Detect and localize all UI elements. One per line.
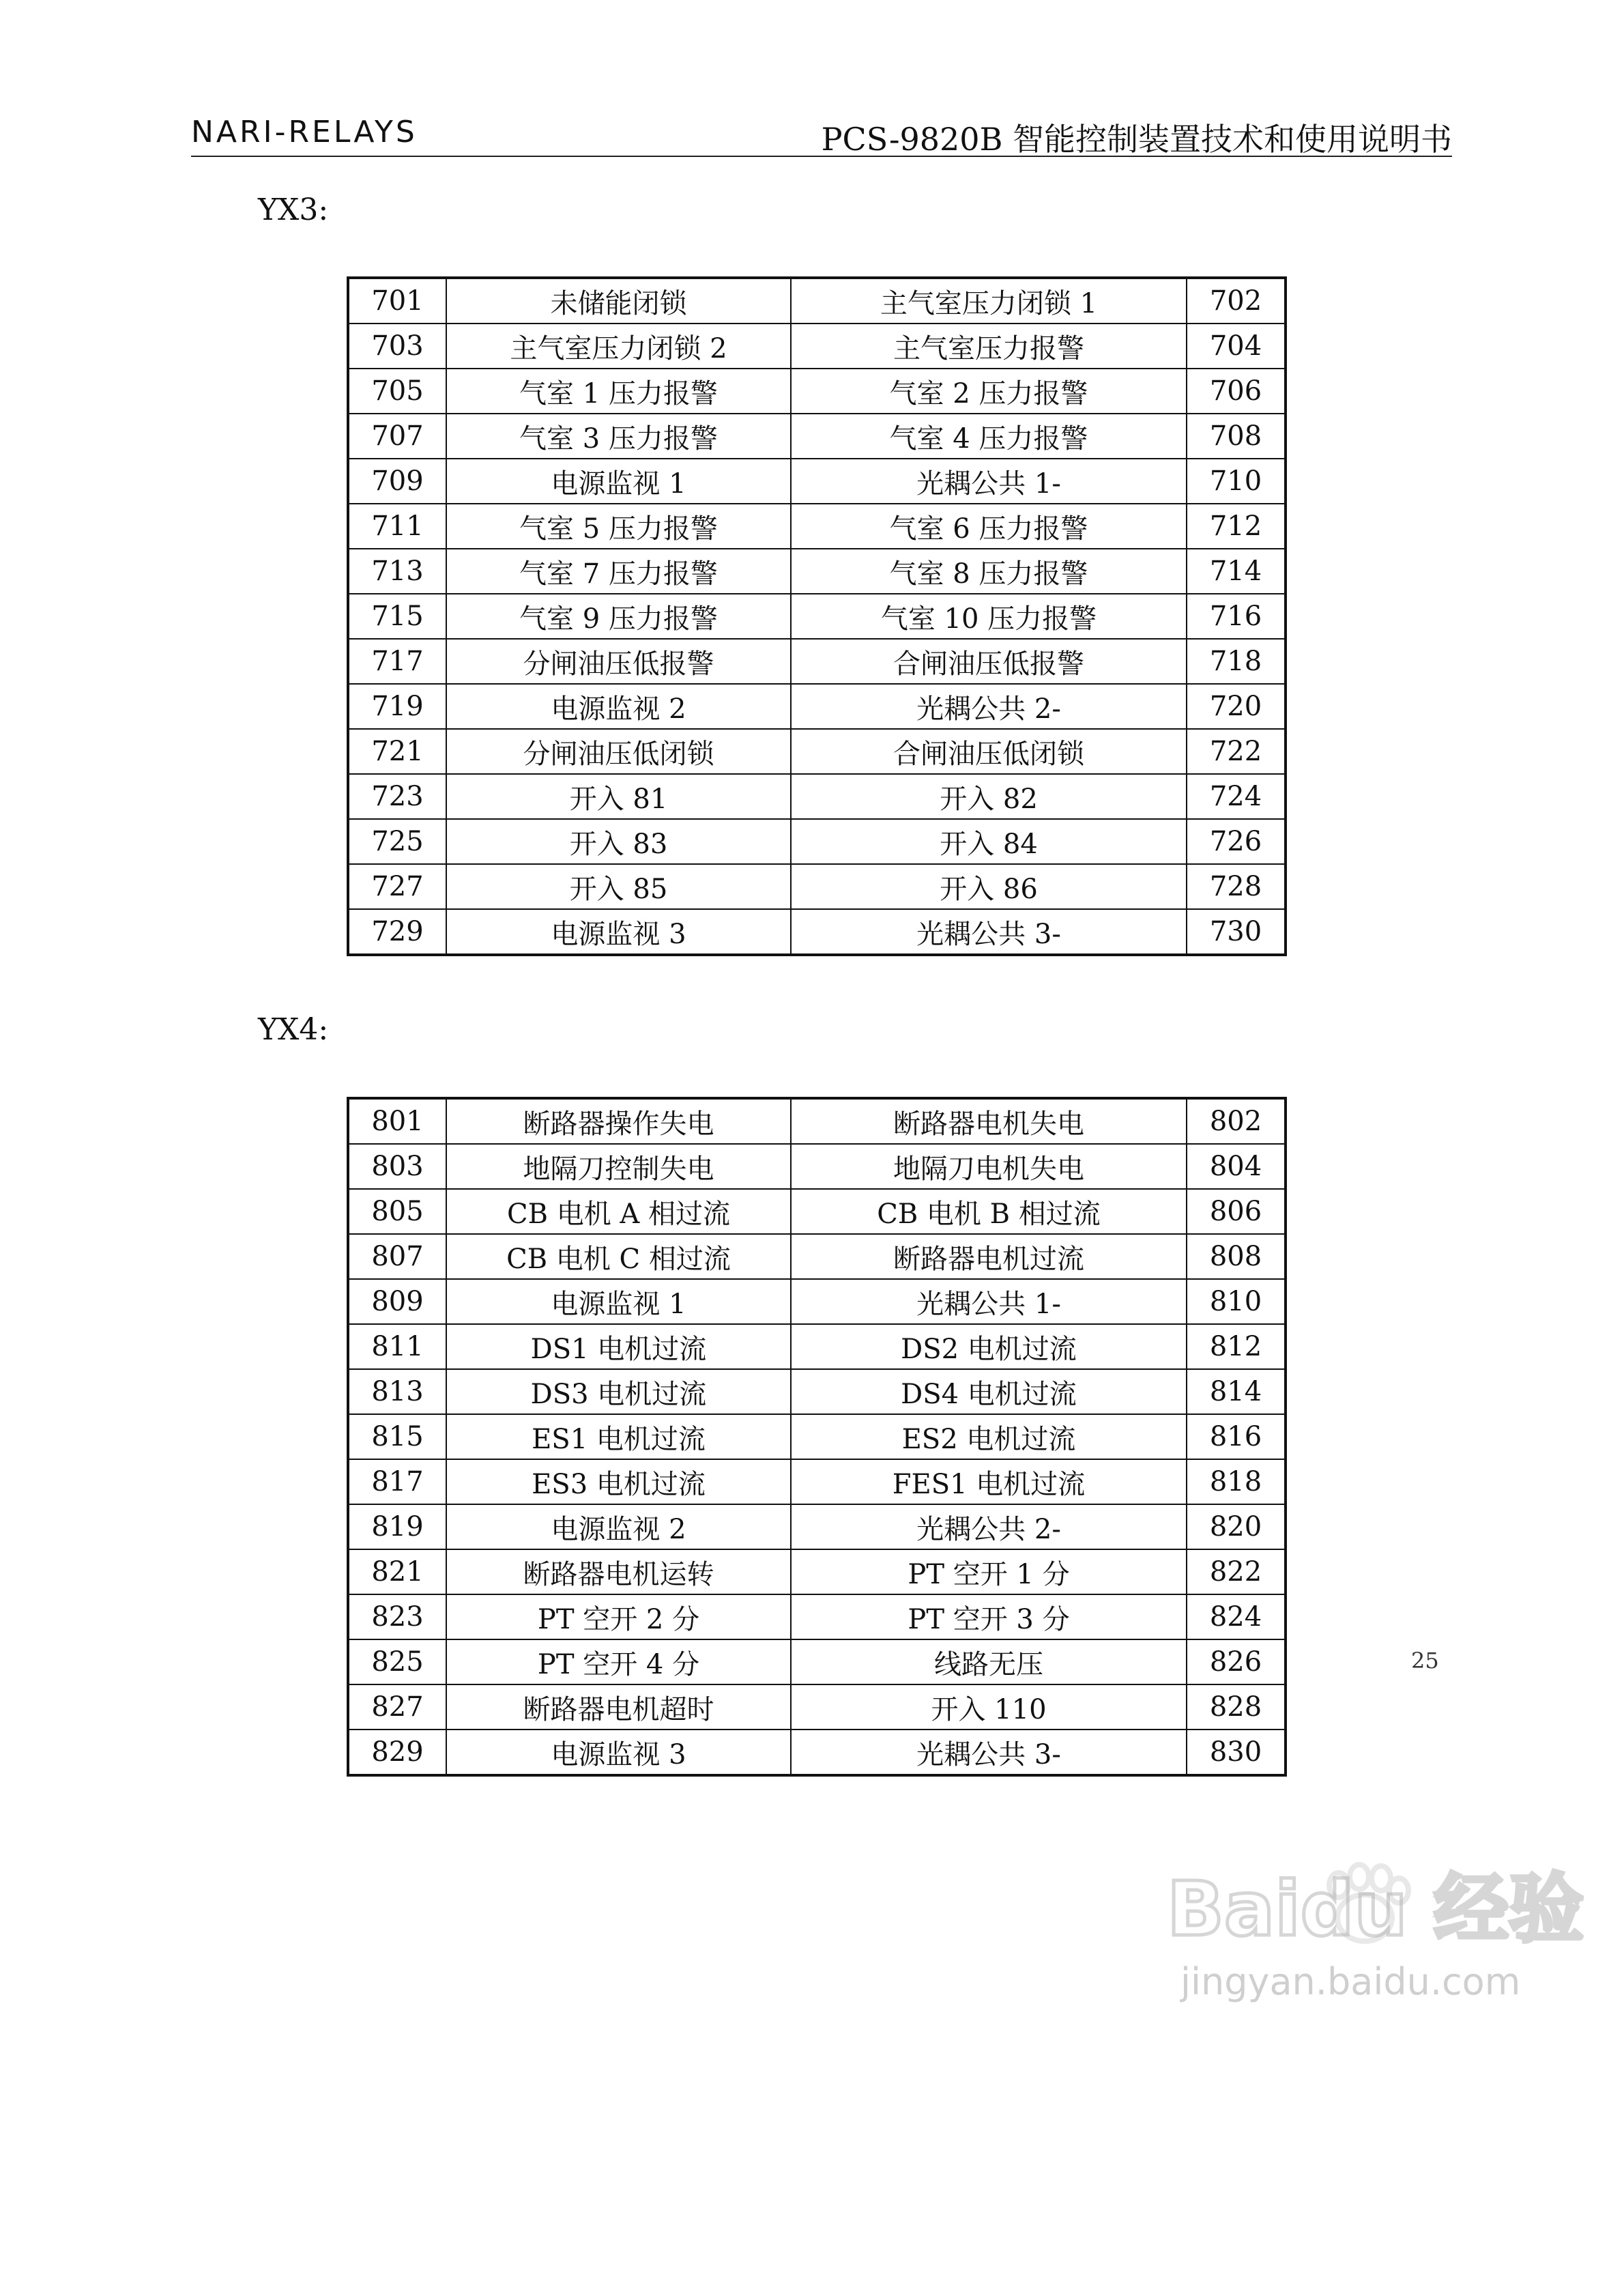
signal-name-right: 开入 84 — [791, 819, 1187, 864]
signal-name-right: 光耦公共 2- — [791, 1504, 1187, 1549]
signal-name-right: 断路器电机失电 — [791, 1098, 1187, 1144]
signal-number-right: 724 — [1187, 774, 1286, 819]
signal-number-right: 728 — [1187, 864, 1286, 909]
signal-number-left: 803 — [348, 1144, 446, 1189]
signal-number-left: 805 — [348, 1189, 446, 1234]
signal-name-left: 气室 1 压力报警 — [446, 369, 791, 414]
table-row — [348, 1369, 1286, 1414]
signal-number-right: 714 — [1187, 549, 1286, 594]
table-row — [348, 819, 1286, 864]
signal-name-left: 断路器操作失电 — [446, 1098, 791, 1144]
signal-number-left: 809 — [348, 1279, 446, 1324]
table-row — [348, 549, 1286, 594]
signal-number-left: 807 — [348, 1234, 446, 1279]
signal-name-left: 开入 81 — [446, 774, 791, 819]
signal-number-right: 804 — [1187, 1144, 1286, 1189]
signal-number-right: 702 — [1187, 278, 1286, 324]
signal-number-left: 727 — [348, 864, 446, 909]
signal-number-right: 708 — [1187, 414, 1286, 459]
watermark-logo-text: Baidu 经验 — [1167, 1865, 1584, 1953]
table-row — [348, 1189, 1286, 1234]
signal-number-left: 823 — [348, 1594, 446, 1639]
signal-number-left: 819 — [348, 1504, 446, 1549]
table-row — [348, 639, 1286, 684]
signal-number-left: 715 — [348, 594, 446, 639]
header-divider — [191, 156, 1452, 157]
signal-name-right: 气室 2 压力报警 — [791, 369, 1187, 414]
table-row — [348, 774, 1286, 819]
signal-name-left: 未储能闭锁 — [446, 278, 791, 324]
signal-number-right: 802 — [1187, 1098, 1286, 1144]
signal-name-left: 电源监视 2 — [446, 1504, 791, 1549]
signal-number-right: 710 — [1187, 459, 1286, 504]
signal-number-left: 821 — [348, 1549, 446, 1594]
table-row — [348, 278, 1286, 324]
signal-name-left: 电源监视 3 — [446, 909, 791, 955]
signal-name-left: 电源监视 1 — [446, 1279, 791, 1324]
table-row — [348, 1639, 1286, 1684]
signal-name-right: 地隔刀电机失电 — [791, 1144, 1187, 1189]
table-row — [348, 864, 1286, 909]
signal-number-right: 722 — [1187, 729, 1286, 774]
table-row — [348, 1279, 1286, 1324]
table-row — [348, 1504, 1286, 1549]
signal-name-right: 开入 86 — [791, 864, 1187, 909]
watermark-url-text: jingyan.baidu.com — [1180, 1960, 1521, 2003]
signal-number-left: 811 — [348, 1324, 446, 1369]
signal-number-left: 825 — [348, 1639, 446, 1684]
signal-name-left: DS3 电机过流 — [446, 1369, 791, 1414]
signal-number-right: 820 — [1187, 1504, 1286, 1549]
signal-number-left: 817 — [348, 1459, 446, 1504]
signal-number-right: 812 — [1187, 1324, 1286, 1369]
signal-number-left: 719 — [348, 684, 446, 729]
signal-number-right: 712 — [1187, 504, 1286, 549]
signal-name-left: CB 电机 C 相过流 — [446, 1234, 791, 1279]
signal-name-left: 开入 83 — [446, 819, 791, 864]
signal-name-right: 气室 6 压力报警 — [791, 504, 1187, 549]
signal-name-left: ES1 电机过流 — [446, 1414, 791, 1459]
signal-number-right: 822 — [1187, 1549, 1286, 1594]
signal-name-left: 主气室压力闭锁 2 — [446, 324, 791, 369]
signal-name-left: ES3 电机过流 — [446, 1459, 791, 1504]
table-row — [348, 729, 1286, 774]
signal-name-right: PT 空开 1 分 — [791, 1549, 1187, 1594]
table-row — [348, 1414, 1286, 1459]
signal-name-right: CB 电机 B 相过流 — [791, 1189, 1187, 1234]
signal-number-right: 830 — [1187, 1730, 1286, 1775]
signal-number-left: 829 — [348, 1730, 446, 1775]
signal-name-right: 光耦公共 1- — [791, 1279, 1187, 1324]
signal-name-left: PT 空开 4 分 — [446, 1639, 791, 1684]
signal-name-right: 开入 110 — [791, 1684, 1187, 1730]
signal-number-left: 725 — [348, 819, 446, 864]
table-row — [348, 1594, 1286, 1639]
signal-number-left: 717 — [348, 639, 446, 684]
signal-number-right: 818 — [1187, 1459, 1286, 1504]
signal-name-left: CB 电机 A 相过流 — [446, 1189, 791, 1234]
signal-number-left: 709 — [348, 459, 446, 504]
signal-number-left: 721 — [348, 729, 446, 774]
signal-number-right: 726 — [1187, 819, 1286, 864]
table-row — [348, 1144, 1286, 1189]
signal-name-left: 电源监视 2 — [446, 684, 791, 729]
signal-name-right: 开入 82 — [791, 774, 1187, 819]
table-row — [348, 1459, 1286, 1504]
signal-name-right: 光耦公共 1- — [791, 459, 1187, 504]
page-number: 25 — [1411, 1648, 1439, 1674]
signal-number-left: 801 — [348, 1098, 446, 1144]
signal-name-left: 分闸油压低报警 — [446, 639, 791, 684]
signal-name-right: DS4 电机过流 — [791, 1369, 1187, 1414]
signal-name-left: 分闸油压低闭锁 — [446, 729, 791, 774]
signal-name-left: 气室 5 压力报警 — [446, 504, 791, 549]
signal-name-left: DS1 电机过流 — [446, 1324, 791, 1369]
signal-name-right: 断路器电机过流 — [791, 1234, 1187, 1279]
signal-number-left: 713 — [348, 549, 446, 594]
table-row — [348, 414, 1286, 459]
signal-number-right: 826 — [1187, 1639, 1286, 1684]
signal-number-left: 705 — [348, 369, 446, 414]
signal-number-right: 706 — [1187, 369, 1286, 414]
signal-number-left: 701 — [348, 278, 446, 324]
signal-number-right: 704 — [1187, 324, 1286, 369]
signal-name-left: 开入 85 — [446, 864, 791, 909]
table-row — [348, 1098, 1286, 1144]
signal-name-right: 主气室压力闭锁 1 — [791, 278, 1187, 324]
signal-name-left: PT 空开 2 分 — [446, 1594, 791, 1639]
signal-number-right: 828 — [1187, 1684, 1286, 1730]
baidu-jingyan-watermark — [1160, 1816, 1584, 2020]
signal-name-right: 合闸油压低报警 — [791, 639, 1187, 684]
table-row — [348, 324, 1286, 369]
signal-number-right: 816 — [1187, 1414, 1286, 1459]
section-label-yx3: YX3: — [258, 192, 329, 227]
yx4-signal-table — [347, 1097, 1287, 1777]
header-company: NARI-RELAYS — [191, 115, 418, 149]
signal-name-left: 地隔刀控制失电 — [446, 1144, 791, 1189]
signal-number-right: 806 — [1187, 1189, 1286, 1234]
signal-name-right: 合闸油压低闭锁 — [791, 729, 1187, 774]
signal-number-left: 703 — [348, 324, 446, 369]
table-row — [348, 459, 1286, 504]
signal-number-left: 707 — [348, 414, 446, 459]
signal-name-left: 断路器电机运转 — [446, 1549, 791, 1594]
signal-number-right: 720 — [1187, 684, 1286, 729]
signal-number-right: 824 — [1187, 1594, 1286, 1639]
signal-name-right: 光耦公共 2- — [791, 684, 1187, 729]
signal-number-right: 810 — [1187, 1279, 1286, 1324]
signal-name-right: 线路无压 — [791, 1639, 1187, 1684]
table-row — [348, 909, 1286, 955]
signal-name-right: 气室 4 压力报警 — [791, 414, 1187, 459]
signal-name-right: PT 空开 3 分 — [791, 1594, 1187, 1639]
signal-name-right: DS2 电机过流 — [791, 1324, 1187, 1369]
table-row — [348, 594, 1286, 639]
header-doc-title: PCS-9820B 智能控制装置技术和使用说明书 — [821, 121, 1452, 158]
signal-number-left: 827 — [348, 1684, 446, 1730]
signal-number-right: 808 — [1187, 1234, 1286, 1279]
signal-name-right: 主气室压力报警 — [791, 324, 1187, 369]
signal-number-left: 815 — [348, 1414, 446, 1459]
signal-name-left: 气室 7 压力报警 — [446, 549, 791, 594]
section-label-yx4: YX4: — [258, 1012, 329, 1047]
table-row — [348, 1234, 1286, 1279]
signal-number-right: 814 — [1187, 1369, 1286, 1414]
signal-number-left: 711 — [348, 504, 446, 549]
signal-name-left: 气室 3 压力报警 — [446, 414, 791, 459]
signal-name-left: 气室 9 压力报警 — [446, 594, 791, 639]
table-row — [348, 684, 1286, 729]
table-row — [348, 1730, 1286, 1775]
signal-number-right: 730 — [1187, 909, 1286, 955]
table-row — [348, 369, 1286, 414]
table-row — [348, 1324, 1286, 1369]
table-row — [348, 1684, 1286, 1730]
signal-name-left: 电源监视 1 — [446, 459, 791, 504]
signal-name-left: 断路器电机超时 — [446, 1684, 791, 1730]
signal-number-left: 813 — [348, 1369, 446, 1414]
table-row — [348, 1549, 1286, 1594]
signal-name-left: 电源监视 3 — [446, 1730, 791, 1775]
table-row — [348, 504, 1286, 549]
signal-number-right: 716 — [1187, 594, 1286, 639]
signal-name-right: 气室 8 压力报警 — [791, 549, 1187, 594]
yx3-signal-table — [347, 276, 1287, 956]
signal-name-right: FES1 电机过流 — [791, 1459, 1187, 1504]
signal-number-left: 729 — [348, 909, 446, 955]
signal-number-left: 723 — [348, 774, 446, 819]
signal-number-right: 718 — [1187, 639, 1286, 684]
signal-name-right: 光耦公共 3- — [791, 1730, 1187, 1775]
signal-name-right: 光耦公共 3- — [791, 909, 1187, 955]
signal-name-right: ES2 电机过流 — [791, 1414, 1187, 1459]
signal-name-right: 气室 10 压力报警 — [791, 594, 1187, 639]
